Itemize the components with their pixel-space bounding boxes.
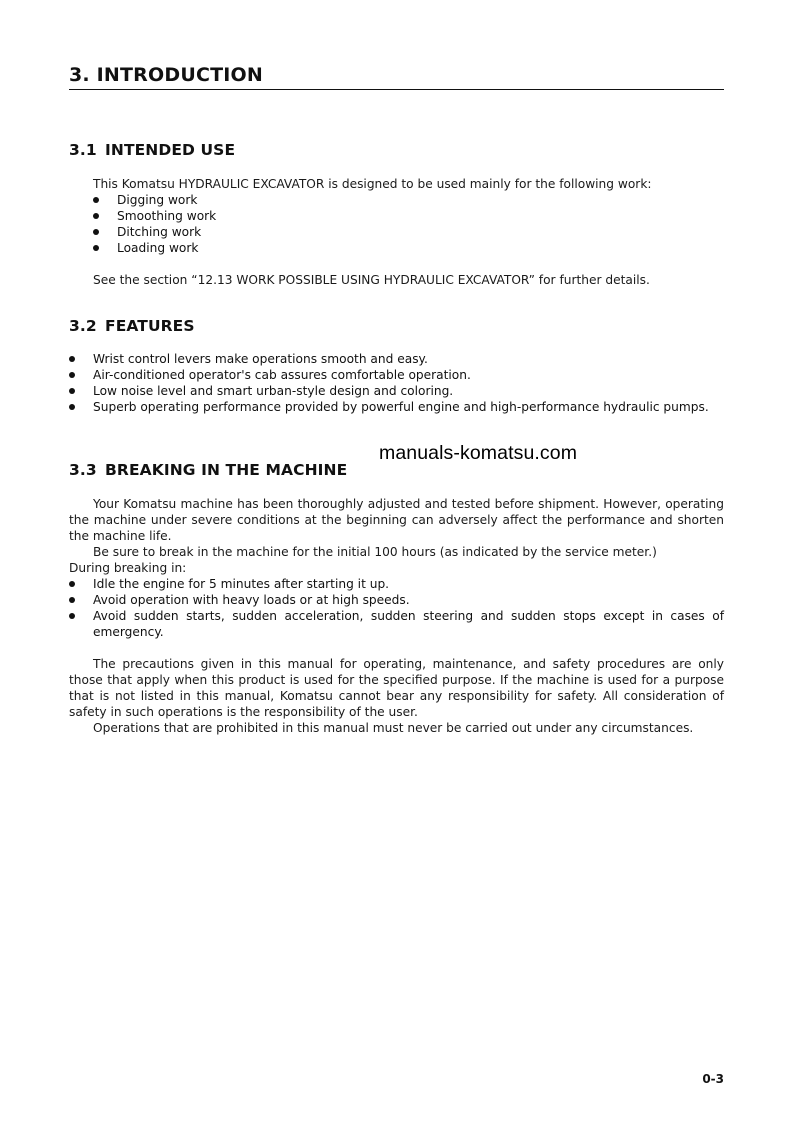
precautions-paragraph: The precautions given in this manual for operating, maintenance, and safety procedures are only those that apply when this product is used for the specified purpose. If the machine is used for a purpose that is not listed in this manual, Komatsu cannot bear any responsibility for safety. All consideration of safety in such operations is the responsibility of the user. [69,657,724,719]
list-item: Idle the engine for 5 minutes after starting it up. [69,576,724,592]
bullet-icon [69,356,75,362]
bullet-icon [93,229,99,235]
section-heading-intended-use [69,140,235,160]
intended-use-intro: This Komatsu HYDRAULIC EXCAVATOR is designed to be used mainly for the following work: [93,177,652,191]
watermark-text: manuals-komatsu.com [379,442,578,464]
bullet-icon [69,581,75,587]
list-item: Smoothing work [93,208,725,224]
breaking-in-paragraph-2: Be sure to break in the machine for the initial 100 hours (as indicated by the service meter.) [93,545,657,559]
intended-use-list [93,192,725,256]
section-number: 3.2 [69,317,97,335]
section-title: FEATURES [105,317,195,335]
breaking-in-paragraph-1: Your Komatsu machine has been thoroughly adjusted and tested before shipment. However, operating the machine under severe conditions at the beginning can adversely affect the performance and shorten the machine life. [69,497,724,543]
page-number: 0-3 [702,1072,724,1086]
bullet-icon [69,597,75,603]
page-title: 3. INTRODUCTION [69,62,724,90]
features-list [69,351,724,415]
breaking-in-list [69,576,724,640]
section-title: BREAKING IN THE MACHINE [105,461,348,479]
bullet-icon [69,388,75,394]
list-item: Air-conditioned operator's cab assures comfortable operation. [69,367,724,383]
list-item: Low noise level and smart urban-style design and coloring. [69,383,724,399]
see-section-note: See the section “12.13 WORK POSSIBLE USING HYDRAULIC EXCAVATOR” for further details. [93,273,650,287]
bullet-icon [93,245,99,251]
bullet-icon [69,372,75,378]
list-item: Wrist control levers make operations smooth and easy. [69,351,724,367]
list-item: Avoid sudden starts, sudden acceleration, sudden steering and sudden stops except in cases of emergency. [69,608,724,640]
section-heading-breaking-in [69,460,347,480]
breaking-in-paragraph-3: During breaking in: [69,561,187,575]
bullet-icon [69,613,75,619]
bullet-icon [69,404,75,410]
list-item: Superb operating performance provided by powerful engine and high-performance hydraulic pumps. [69,399,724,415]
section-heading-features [69,316,195,336]
section-number: 3.3 [69,461,97,479]
list-item: Ditching work [93,224,725,240]
list-item: Loading work [93,240,725,256]
list-item: Digging work [93,192,725,208]
list-item: Avoid operation with heavy loads or at high speeds. [69,592,724,608]
section-number: 3.1 [69,141,97,159]
bullet-icon [93,213,99,219]
prohibited-operations-paragraph: Operations that are prohibited in this manual must never be carried out under any circumstances. [93,721,694,735]
bullet-icon [93,197,99,203]
section-title: INTENDED USE [105,141,236,159]
